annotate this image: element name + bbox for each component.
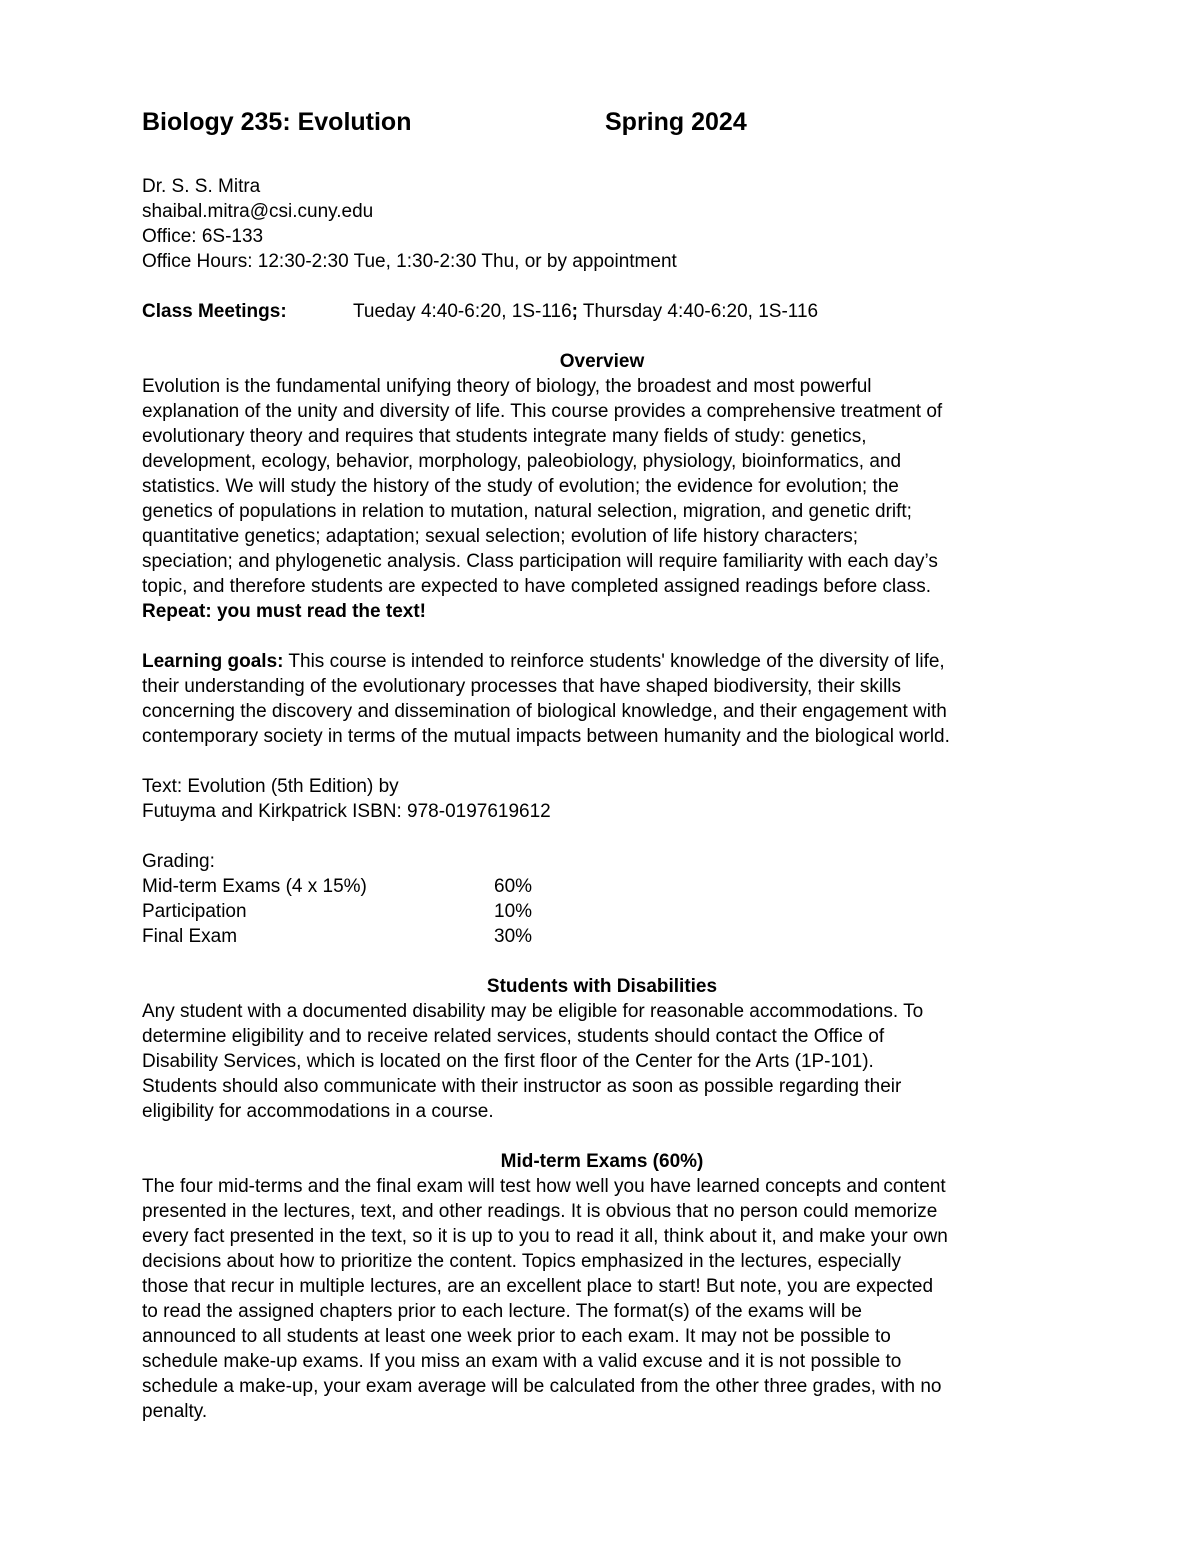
midterms-line: to read the assigned chapters prior to each lecture. The format(s) of the exams will be bbox=[142, 1301, 862, 1322]
disabilities-section bbox=[142, 974, 1062, 1124]
title-row bbox=[142, 106, 1062, 138]
grading-row bbox=[142, 899, 1062, 924]
grading-item-percent: 30% bbox=[494, 926, 533, 947]
overview-line: development, ecology, behavior, morphology, paleobiology, physiology, bioinformatics, and bbox=[142, 451, 902, 472]
syllabus-page bbox=[142, 106, 1062, 1424]
textbook-info bbox=[142, 774, 1062, 824]
read-text-emphasis: Repeat: you must read the text! bbox=[142, 601, 426, 622]
overview-line: speciation; and phylogenetic analysis. Class participation will require familiarity with each day’s bbox=[142, 551, 938, 572]
meeting-tuesday: Tueday 4:40-6:20, 1S-116 bbox=[353, 301, 572, 322]
learning-goals-text: This course is intended to reinforce students' knowledge of the diversity of life, bbox=[283, 651, 945, 672]
midterms-line: The four mid-terms and the final exam will test how well you have learned concepts and content bbox=[142, 1176, 946, 1197]
meeting-thursday: Thursday 4:40-6:20, 1S-116 bbox=[577, 301, 819, 322]
midterms-line: every fact presented in the text, so it is up to you to read it all, think about it, and make your own bbox=[142, 1226, 948, 1247]
grading-item-label: Final Exam bbox=[142, 926, 238, 947]
overview-line: quantitative genetics; adaptation; sexual selection; evolution of life history characters; bbox=[142, 526, 859, 547]
grading-row bbox=[142, 874, 1062, 899]
midterms-line: announced to all students at least one week prior to each exam. It may not be possible to bbox=[142, 1326, 891, 1347]
grading-heading: Grading: bbox=[142, 851, 215, 872]
overview-line: explanation of the unity and diversity of life. This course provides a comprehensive treatment of bbox=[142, 401, 943, 422]
instructor-name: Dr. S. S. Mitra bbox=[142, 176, 261, 197]
semester-label: Spring 2024 bbox=[605, 108, 747, 136]
midterms-line: schedule a make-up, your exam average will be calculated from the other three grades, with no bbox=[142, 1376, 942, 1397]
midterms-line: schedule make-up exams. If you miss an exam with a valid excuse and it is not possible to bbox=[142, 1351, 902, 1372]
learning-goals-label: Learning goals: bbox=[142, 651, 284, 672]
disabilities-line: determine eligibility and to receive related services, students should contact the Office of bbox=[142, 1026, 885, 1047]
textbook-title: Text: Evolution (5th Edition) by bbox=[142, 776, 399, 797]
overview-line: statistics. We will study the history of the study of evolution; the evidence for evolution; the bbox=[142, 476, 899, 497]
disabilities-line: Any student with a documented disability may be eligible for reasonable accommodations. To bbox=[142, 1001, 924, 1022]
grading-item-label: Mid-term Exams (4 x 15%) bbox=[142, 876, 367, 897]
overview-heading: Overview bbox=[559, 351, 645, 372]
disabilities-heading: Students with Disabilities bbox=[486, 976, 718, 997]
overview-line: topic, and therefore students are expected to have completed assigned readings before class. bbox=[142, 576, 931, 597]
grading-section bbox=[142, 849, 1062, 949]
grading-item-percent: 10% bbox=[494, 901, 533, 922]
midterms-heading: Mid-term Exams (60%) bbox=[500, 1151, 704, 1172]
disabilities-line: eligibility for accommodations in a course. bbox=[142, 1101, 494, 1122]
midterms-line: decisions about how to prioritize the content. Topics emphasized in the lectures, especially bbox=[142, 1251, 902, 1272]
learning-goals-section bbox=[142, 649, 1062, 749]
textbook-authors-isbn: Futuyma and Kirkpatrick ISBN: 978-0197619612 bbox=[142, 801, 551, 822]
instructor-info bbox=[142, 174, 1062, 274]
learning-goals-line: their understanding of the evolutionary processes that have shaped biodiversity, their skills bbox=[142, 676, 902, 697]
office-hours: Office Hours: 12:30-2:30 Tue, 1:30-2:30 Thu, or by appointment bbox=[142, 251, 677, 272]
overview-line: evolutionary theory and requires that students integrate many fields of study: genetics, bbox=[142, 426, 867, 447]
learning-goals-line: concerning the discovery and dissemination of biological knowledge, and their engagement with bbox=[142, 701, 947, 722]
class-meetings-label: Class Meetings: bbox=[142, 301, 287, 322]
disabilities-line: Disability Services, which is located on the first floor of the Center for the Arts (1P-101). bbox=[142, 1051, 874, 1072]
instructor-office: Office: 6S-133 bbox=[142, 226, 264, 247]
learning-goals-line: contemporary society in terms of the mutual impacts between humanity and the biological world. bbox=[142, 726, 950, 747]
midterms-line: presented in the lectures, text, and other readings. It is obvious that no person could memorize bbox=[142, 1201, 938, 1222]
grading-item-percent: 60% bbox=[494, 876, 533, 897]
midterms-section bbox=[142, 1149, 1062, 1424]
overview-line: genetics of populations in relation to mutation, natural selection, migration, and genetic drift; bbox=[142, 501, 912, 522]
disabilities-line: Students should also communicate with their instructor as soon as possible regarding their bbox=[142, 1076, 902, 1097]
learning-goals-first-line bbox=[142, 649, 1062, 674]
meeting-separator: ; bbox=[571, 301, 578, 322]
grading-row bbox=[142, 924, 1062, 949]
midterms-line: those that recur in multiple lectures, are an excellent place to start! But note, you are expected bbox=[142, 1276, 934, 1297]
class-meetings bbox=[142, 299, 1062, 324]
grading-item-label: Participation bbox=[142, 901, 247, 922]
instructor-email: shaibal.mitra@csi.cuny.edu bbox=[142, 201, 374, 222]
class-meetings-schedule bbox=[353, 299, 818, 324]
course-title: Biology 235: Evolution bbox=[142, 108, 412, 136]
overview-line: Evolution is the fundamental unifying theory of biology, the broadest and most powerful bbox=[142, 376, 872, 397]
midterms-line: penalty. bbox=[142, 1401, 208, 1422]
overview-section bbox=[142, 349, 1062, 624]
